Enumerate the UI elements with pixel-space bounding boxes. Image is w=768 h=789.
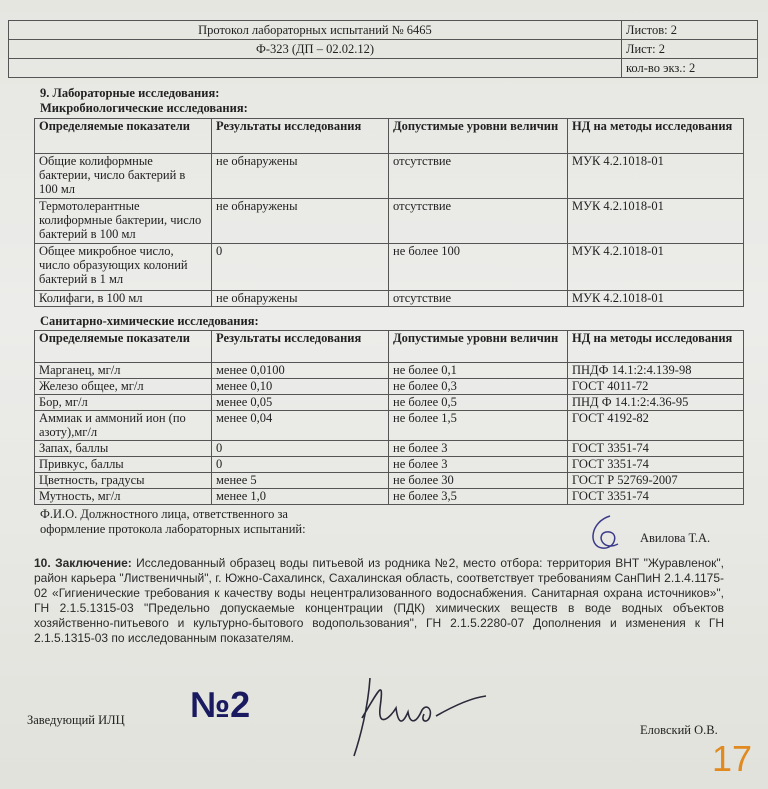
cell: не более 3	[389, 457, 568, 473]
protocol-title: Протокол лабораторных испытаний № 6465	[9, 21, 622, 40]
cell: менее 0,04	[212, 411, 389, 441]
head-label: Заведующий ИЛЦ	[27, 713, 125, 727]
table-row	[35, 457, 744, 473]
cell: Марганец, мг/л	[35, 363, 212, 379]
table-header-row	[35, 331, 744, 363]
cell: МУК 4.2.1018-01	[568, 199, 744, 244]
cell: ПНД Ф 14.1:2:4.36-95	[568, 395, 744, 411]
cell: Мутность, мг/л	[35, 489, 212, 505]
copies-count: кол-во экз.: 2	[621, 59, 757, 78]
cell: не более 3	[389, 441, 568, 457]
cell: ГОСТ 3351-74	[568, 457, 744, 473]
cell: Колифаги, в 100 мл	[35, 291, 212, 307]
protocol-header	[8, 20, 758, 78]
cell: Привкус, баллы	[35, 457, 212, 473]
table-row	[35, 379, 744, 395]
cell: не более 0,1	[389, 363, 568, 379]
cell: 0	[212, 457, 389, 473]
table-row	[35, 395, 744, 411]
cell: менее 0,10	[212, 379, 389, 395]
table-row	[35, 363, 744, 379]
cell: не обнаружены	[212, 154, 389, 199]
col-header: Результаты исследования	[212, 331, 389, 363]
col-header: Определяемые показатели	[35, 119, 212, 154]
col-header: Допустимые уровни величин	[389, 119, 568, 154]
col-header: Допустимые уровни величин	[389, 331, 568, 363]
table-row	[35, 244, 744, 291]
col-header: НД на методы исследования	[568, 119, 744, 154]
table-row	[35, 154, 744, 199]
conclusion	[34, 556, 724, 646]
header-blank	[9, 59, 622, 78]
cell: 0	[212, 244, 389, 291]
cell: не обнаружены	[212, 291, 389, 307]
table-row	[35, 473, 744, 489]
form-code: Ф-323 (ДП – 02.02.12)	[9, 40, 622, 59]
col-header: Результаты исследования	[212, 119, 389, 154]
spring-number-mark: №2	[190, 684, 251, 725]
cell: отсутствие	[389, 199, 568, 244]
cell: Запах, баллы	[35, 441, 212, 457]
conclusion-text: Исследованный образец воды питьевой из родника №2, место отбора: территория ВНТ "Журавленок", район карьера "Лиственичный", г. Южно-Сахалинск, Сахалинская область, соответствует требованиям СанПиН 2.1.4.1175-02 «Гигиенические требования к качеству воды нецентрализованного водоснабжения. Санитарная охрана источников»", ГН 2.1.5.1315-03 "Предельно допускаемые концентрации (ПДК) химических веществ в воде водных объектов хозяйственно-питьевого и культурно-бытового водопользования", ГН 2.1.5.2280-07 Дополнения и изменения к ГН 2.1.5.1315-03 по исследованным показателям.	[34, 556, 724, 645]
cell: не более 1,5	[389, 411, 568, 441]
cell: ГОСТ Р 52769-2007	[568, 473, 744, 489]
cell: Бор, мг/л	[35, 395, 212, 411]
micro-table	[34, 118, 744, 307]
responsible-line1: Ф.И.О. Должностного лица, ответственного за	[40, 507, 288, 521]
cell: не более 100	[389, 244, 568, 291]
cell: ГОСТ 4192-82	[568, 411, 744, 441]
cell: Общие колиформные бактерии, число бактерий в 100 мл	[35, 154, 212, 199]
cell: Цветность, градусы	[35, 473, 212, 489]
cell: менее 1,0	[212, 489, 389, 505]
cell: отсутствие	[389, 291, 568, 307]
cell: не более 30	[389, 473, 568, 489]
cell: менее 0,05	[212, 395, 389, 411]
cell: менее 5	[212, 473, 389, 489]
cell: не более 0,3	[389, 379, 568, 395]
head-name: Еловский О.В.	[640, 723, 718, 737]
cell: ГОСТ 4011-72	[568, 379, 744, 395]
cell: менее 0,0100	[212, 363, 389, 379]
cell: МУК 4.2.1018-01	[568, 244, 744, 291]
table-row	[35, 489, 744, 505]
section9-title: 9. Лабораторные исследования:	[40, 86, 220, 100]
table-header-row	[35, 119, 744, 154]
cell: Термотолерантные колиформные бактерии, число бактерий в 100 мл	[35, 199, 212, 244]
cell: МУК 4.2.1018-01	[568, 291, 744, 307]
table-row	[35, 199, 744, 244]
responsible-line2: оформление протокола лабораторных испытаний:	[40, 522, 306, 536]
cell: отсутствие	[389, 154, 568, 199]
cell: МУК 4.2.1018-01	[568, 154, 744, 199]
col-header: Определяемые показатели	[35, 331, 212, 363]
table-row	[35, 411, 744, 441]
cell: 0	[212, 441, 389, 457]
cell: не более 0,5	[389, 395, 568, 411]
sheet-number: Лист: 2	[621, 40, 757, 59]
cell: Общее микробное число, число образующих колоний бактерий в 1 мл	[35, 244, 212, 291]
table-row	[35, 291, 744, 307]
responsible-note	[40, 507, 306, 537]
page-number: 17	[712, 738, 753, 779]
cell: ПНДФ 14.1:2:4.139-98	[568, 363, 744, 379]
responsible-name: Авилова Т.А.	[640, 531, 711, 545]
table-row	[35, 441, 744, 457]
sheets-total: Листов: 2	[621, 21, 757, 40]
micro-title: Микробиологические исследования:	[40, 101, 248, 115]
chem-table	[34, 330, 744, 505]
cell: Железо общее, мг/л	[35, 379, 212, 395]
chem-title: Санитарно-химические исследования:	[40, 314, 259, 328]
conclusion-label: 10. Заключение:	[34, 556, 132, 570]
cell: Аммиак и аммоний ион (по азоту),мг/л	[35, 411, 212, 441]
cell: не более 3,5	[389, 489, 568, 505]
cell: ГОСТ 3351-74	[568, 489, 744, 505]
col-header: НД на методы исследования	[568, 331, 744, 363]
cell: не обнаружены	[212, 199, 389, 244]
cell: ГОСТ 3351-74	[568, 441, 744, 457]
